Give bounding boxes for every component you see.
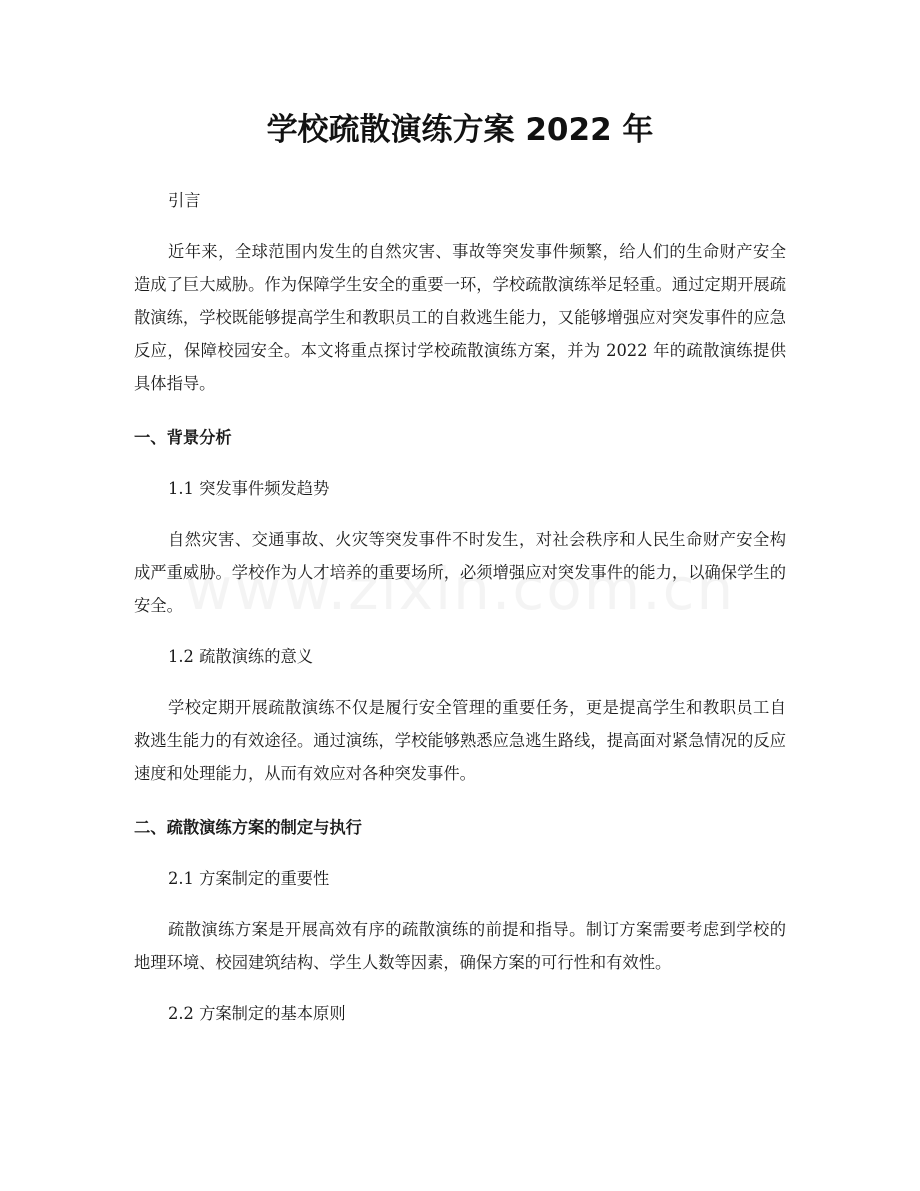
page-title: 学校疏散演练方案 2022 年 [266,112,654,148]
intro-heading: 引言 [168,191,201,210]
section-heading-plan: 二、疏散演练方案的制定与执行 [134,818,362,837]
subsection-heading-2-1: 2.1 方案制定的重要性 [168,869,330,888]
subsection-heading-1-1: 1.1 突发事件频发趋势 [168,479,330,498]
paragraph-2-1: 疏散演练方案是开展高效有序的疏散演练的前提和指导。制订方案需要考虑到学校的地理环境、校园建筑结构、学生人数等因素，确保方案的可行性和有效性。 [134,920,786,972]
paragraph-1-2: 学校定期开展疏散演练不仅是履行安全管理的重要任务，更是提高学生和教职员工自救逃生能力的有效途径。通过演练，学校能够熟悉应急逃生路线，提高面对紧急情况的反应速度和处理能力，从而有效应对各种突发事件。 [134,698,786,783]
document-body [134,184,786,1030]
subsection-heading-1-2: 1.2 疏散演练的意义 [168,647,314,666]
section-heading-background: 一、背景分析 [134,428,232,447]
subsection-heading-2-2: 2.2 方案制定的基本原则 [168,1004,346,1023]
paragraph-1-1: 自然灾害、交通事故、火灾等突发事件不时发生，对社会秩序和人民生命财产安全构成严重威胁。学校作为人才培养的重要场所，必须增强应对突发事件的能力，以确保学生的安全。 [134,530,786,615]
intro-paragraph: 近年来，全球范围内发生的自然灾害、事故等突发事件频繁，给人们的生命财产安全造成了巨大威胁。作为保障学生安全的重要一环，学校疏散演练举足轻重。通过定期开展疏散演练，学校既能够提高学生和教职员工的自救逃生能力，又能够增强应对突发事件的应急反应，保障校园安全。本文将重点探讨学校疏散演练方案，并为 2022 年的疏散演练提供具体指导。 [134,242,786,393]
